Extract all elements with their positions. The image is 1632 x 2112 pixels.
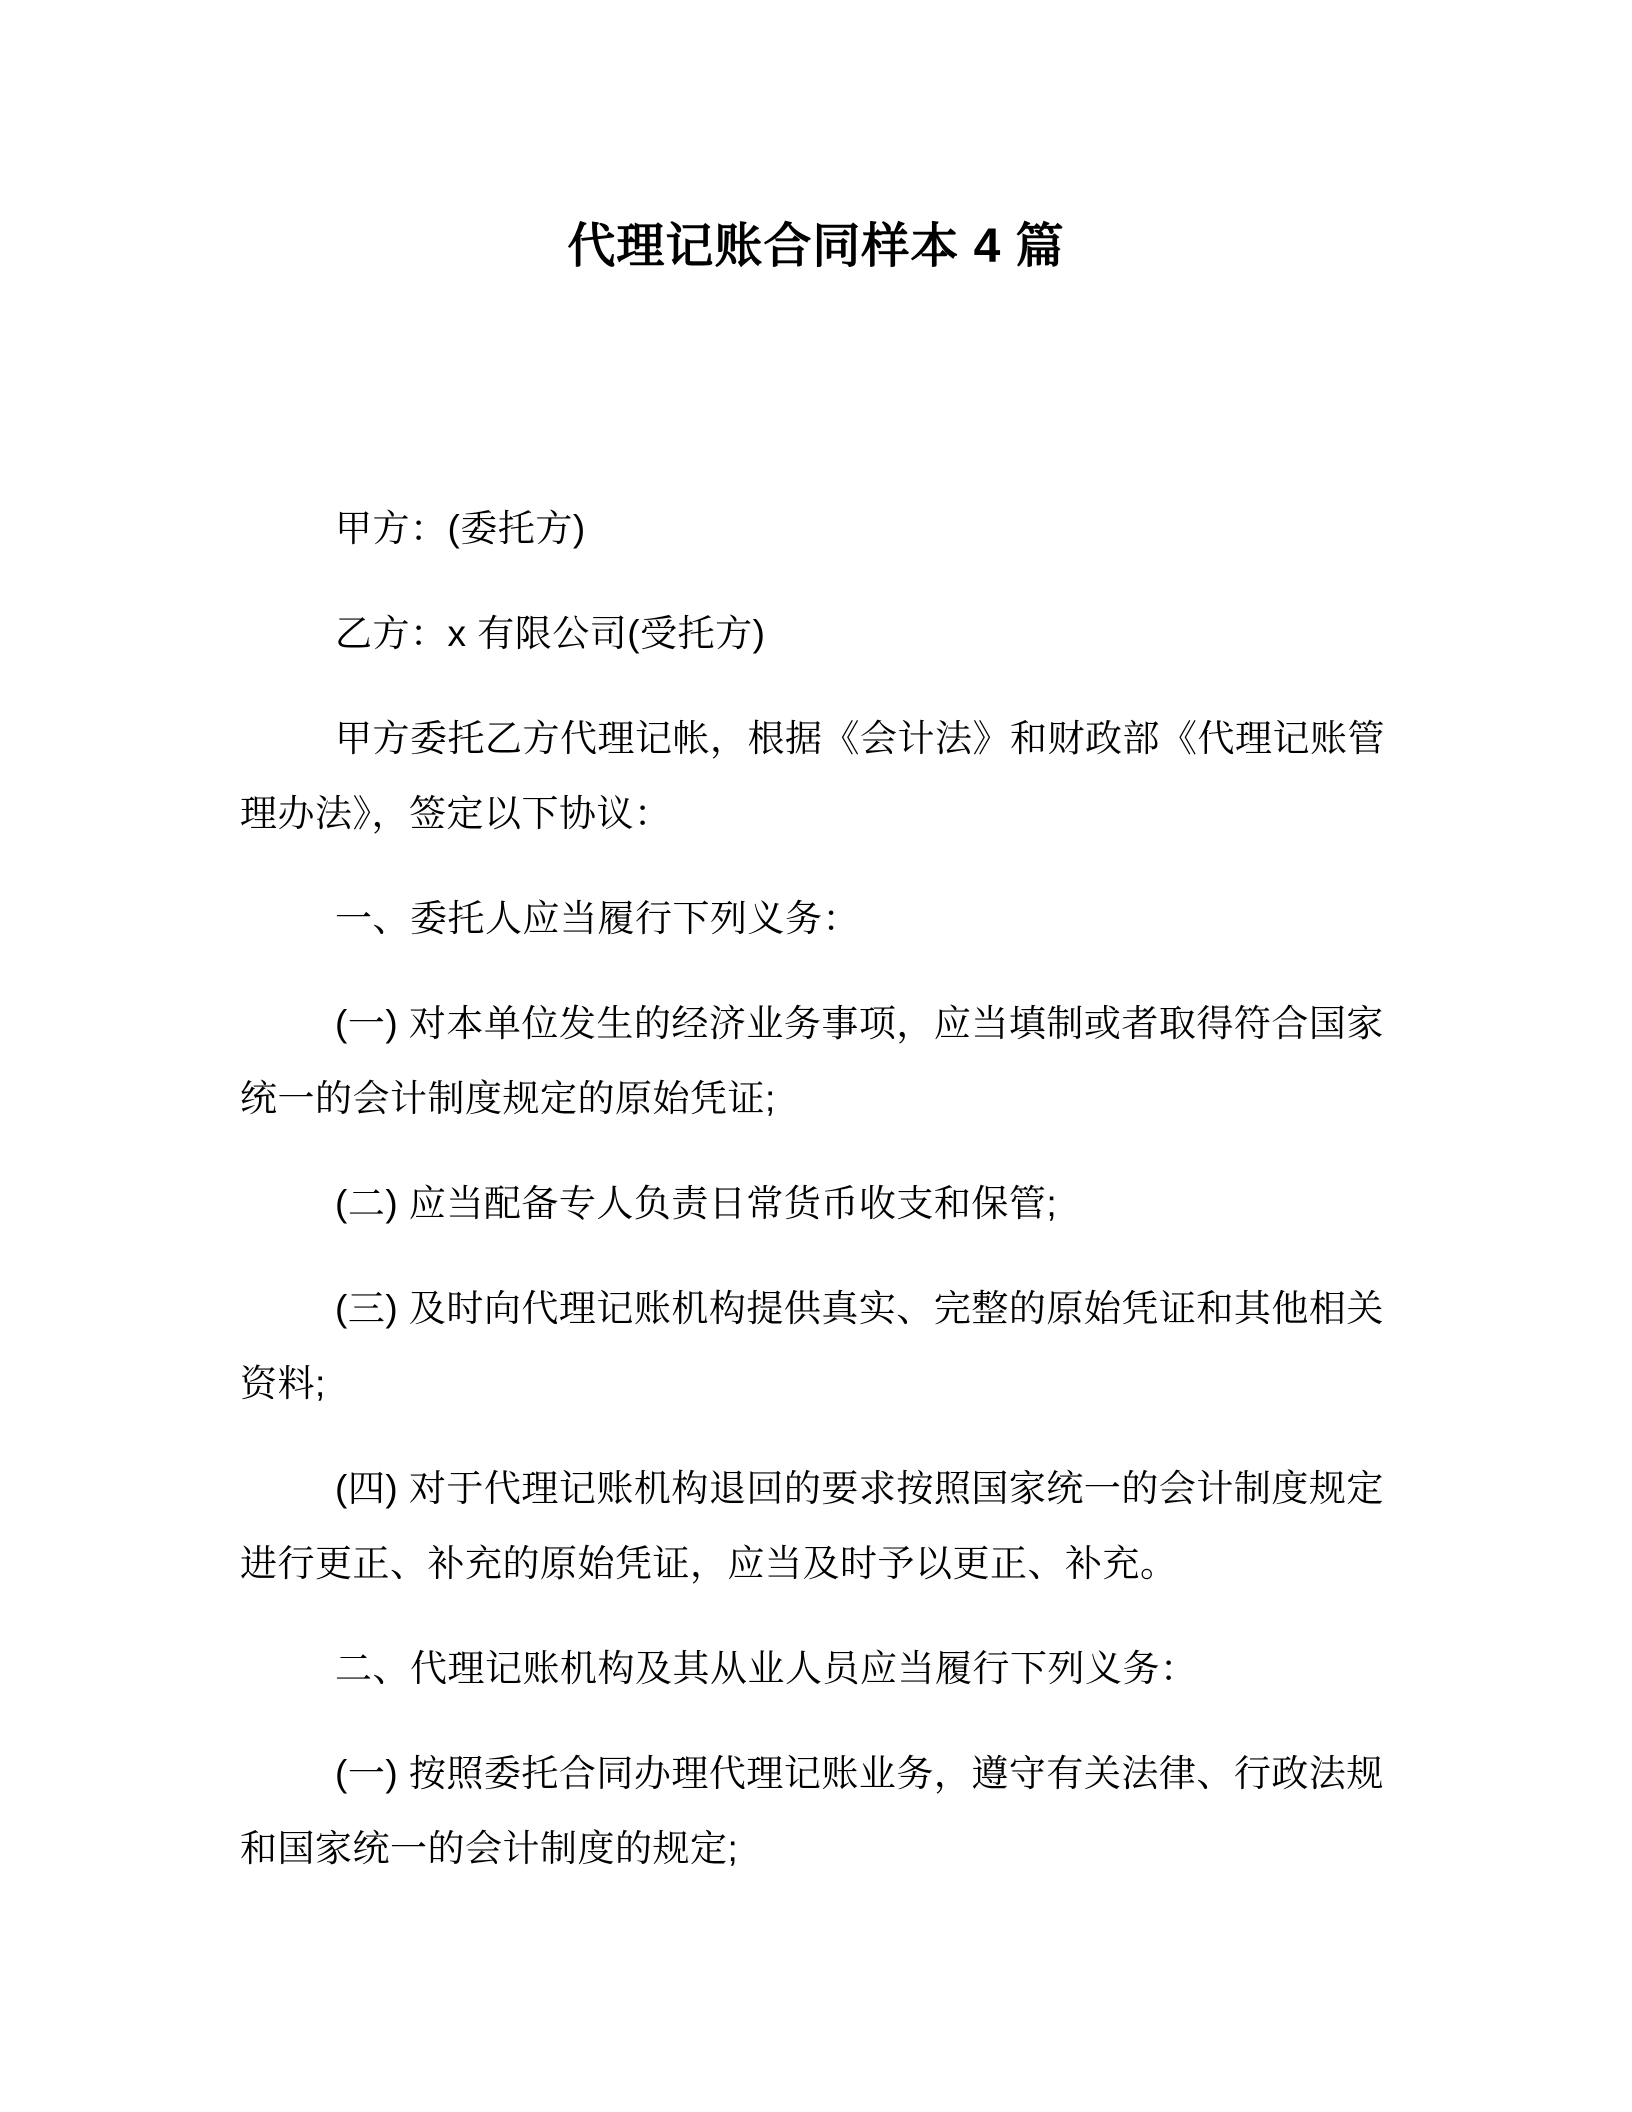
paragraph-line: (一) 按照委托合同办理代理记账业务，遵守有关法律、行政法规 xyxy=(335,1753,1384,1794)
paragraph xyxy=(240,701,1392,851)
paragraph xyxy=(240,491,1392,566)
paragraph-line: 二、代理记账机构及其从业人员应当履行下列义务： xyxy=(335,1648,1198,1689)
paragraph xyxy=(240,881,1392,956)
paragraph-line: (三) 及时向代理记账机构提供真实、完整的原始凭证和其他相关 xyxy=(335,1288,1384,1329)
paragraph-line: (一) 对本单位发生的经济业务事项，应当填制或者取得符合国家 xyxy=(335,1003,1384,1044)
paragraph-line: 乙方：x 有限公司(受托方) xyxy=(335,613,766,654)
document-title: 代理记账合同样本 4 篇 xyxy=(567,220,1065,273)
paragraph-line: 进行更正、补充的原始凭证，应当及时予以更正、补充。 xyxy=(240,1543,1178,1584)
paragraph xyxy=(240,1451,1392,1601)
paragraph-line: 理办法》，签定以下协议： xyxy=(240,793,672,834)
paragraph-line: 甲方委托乙方代理记帐，根据《会计法》和财政部《代理记账管 xyxy=(335,718,1385,759)
paragraph xyxy=(240,1736,1392,1886)
paragraph-line: (二) 应当配备专人负责日常货币收支和保管; xyxy=(335,1183,1058,1224)
paragraph xyxy=(240,1166,1392,1241)
paragraph xyxy=(240,596,1392,671)
paragraph-line: (四) 对于代理记账机构退回的要求按照国家统一的会计制度规定 xyxy=(335,1468,1384,1509)
paragraph xyxy=(240,1631,1392,1706)
paragraph-line: 一、委托人应当履行下列义务： xyxy=(335,898,860,939)
paragraph-line: 和国家统一的会计制度的规定; xyxy=(240,1828,739,1869)
paragraph-line: 甲方：(委托方) xyxy=(335,508,586,549)
paragraph-line: 统一的会计制度规定的原始凭证; xyxy=(240,1078,776,1119)
paragraph-line: 资料; xyxy=(240,1363,326,1404)
document-body xyxy=(240,491,1392,1886)
paragraph xyxy=(240,1271,1392,1421)
paragraph xyxy=(240,986,1392,1136)
